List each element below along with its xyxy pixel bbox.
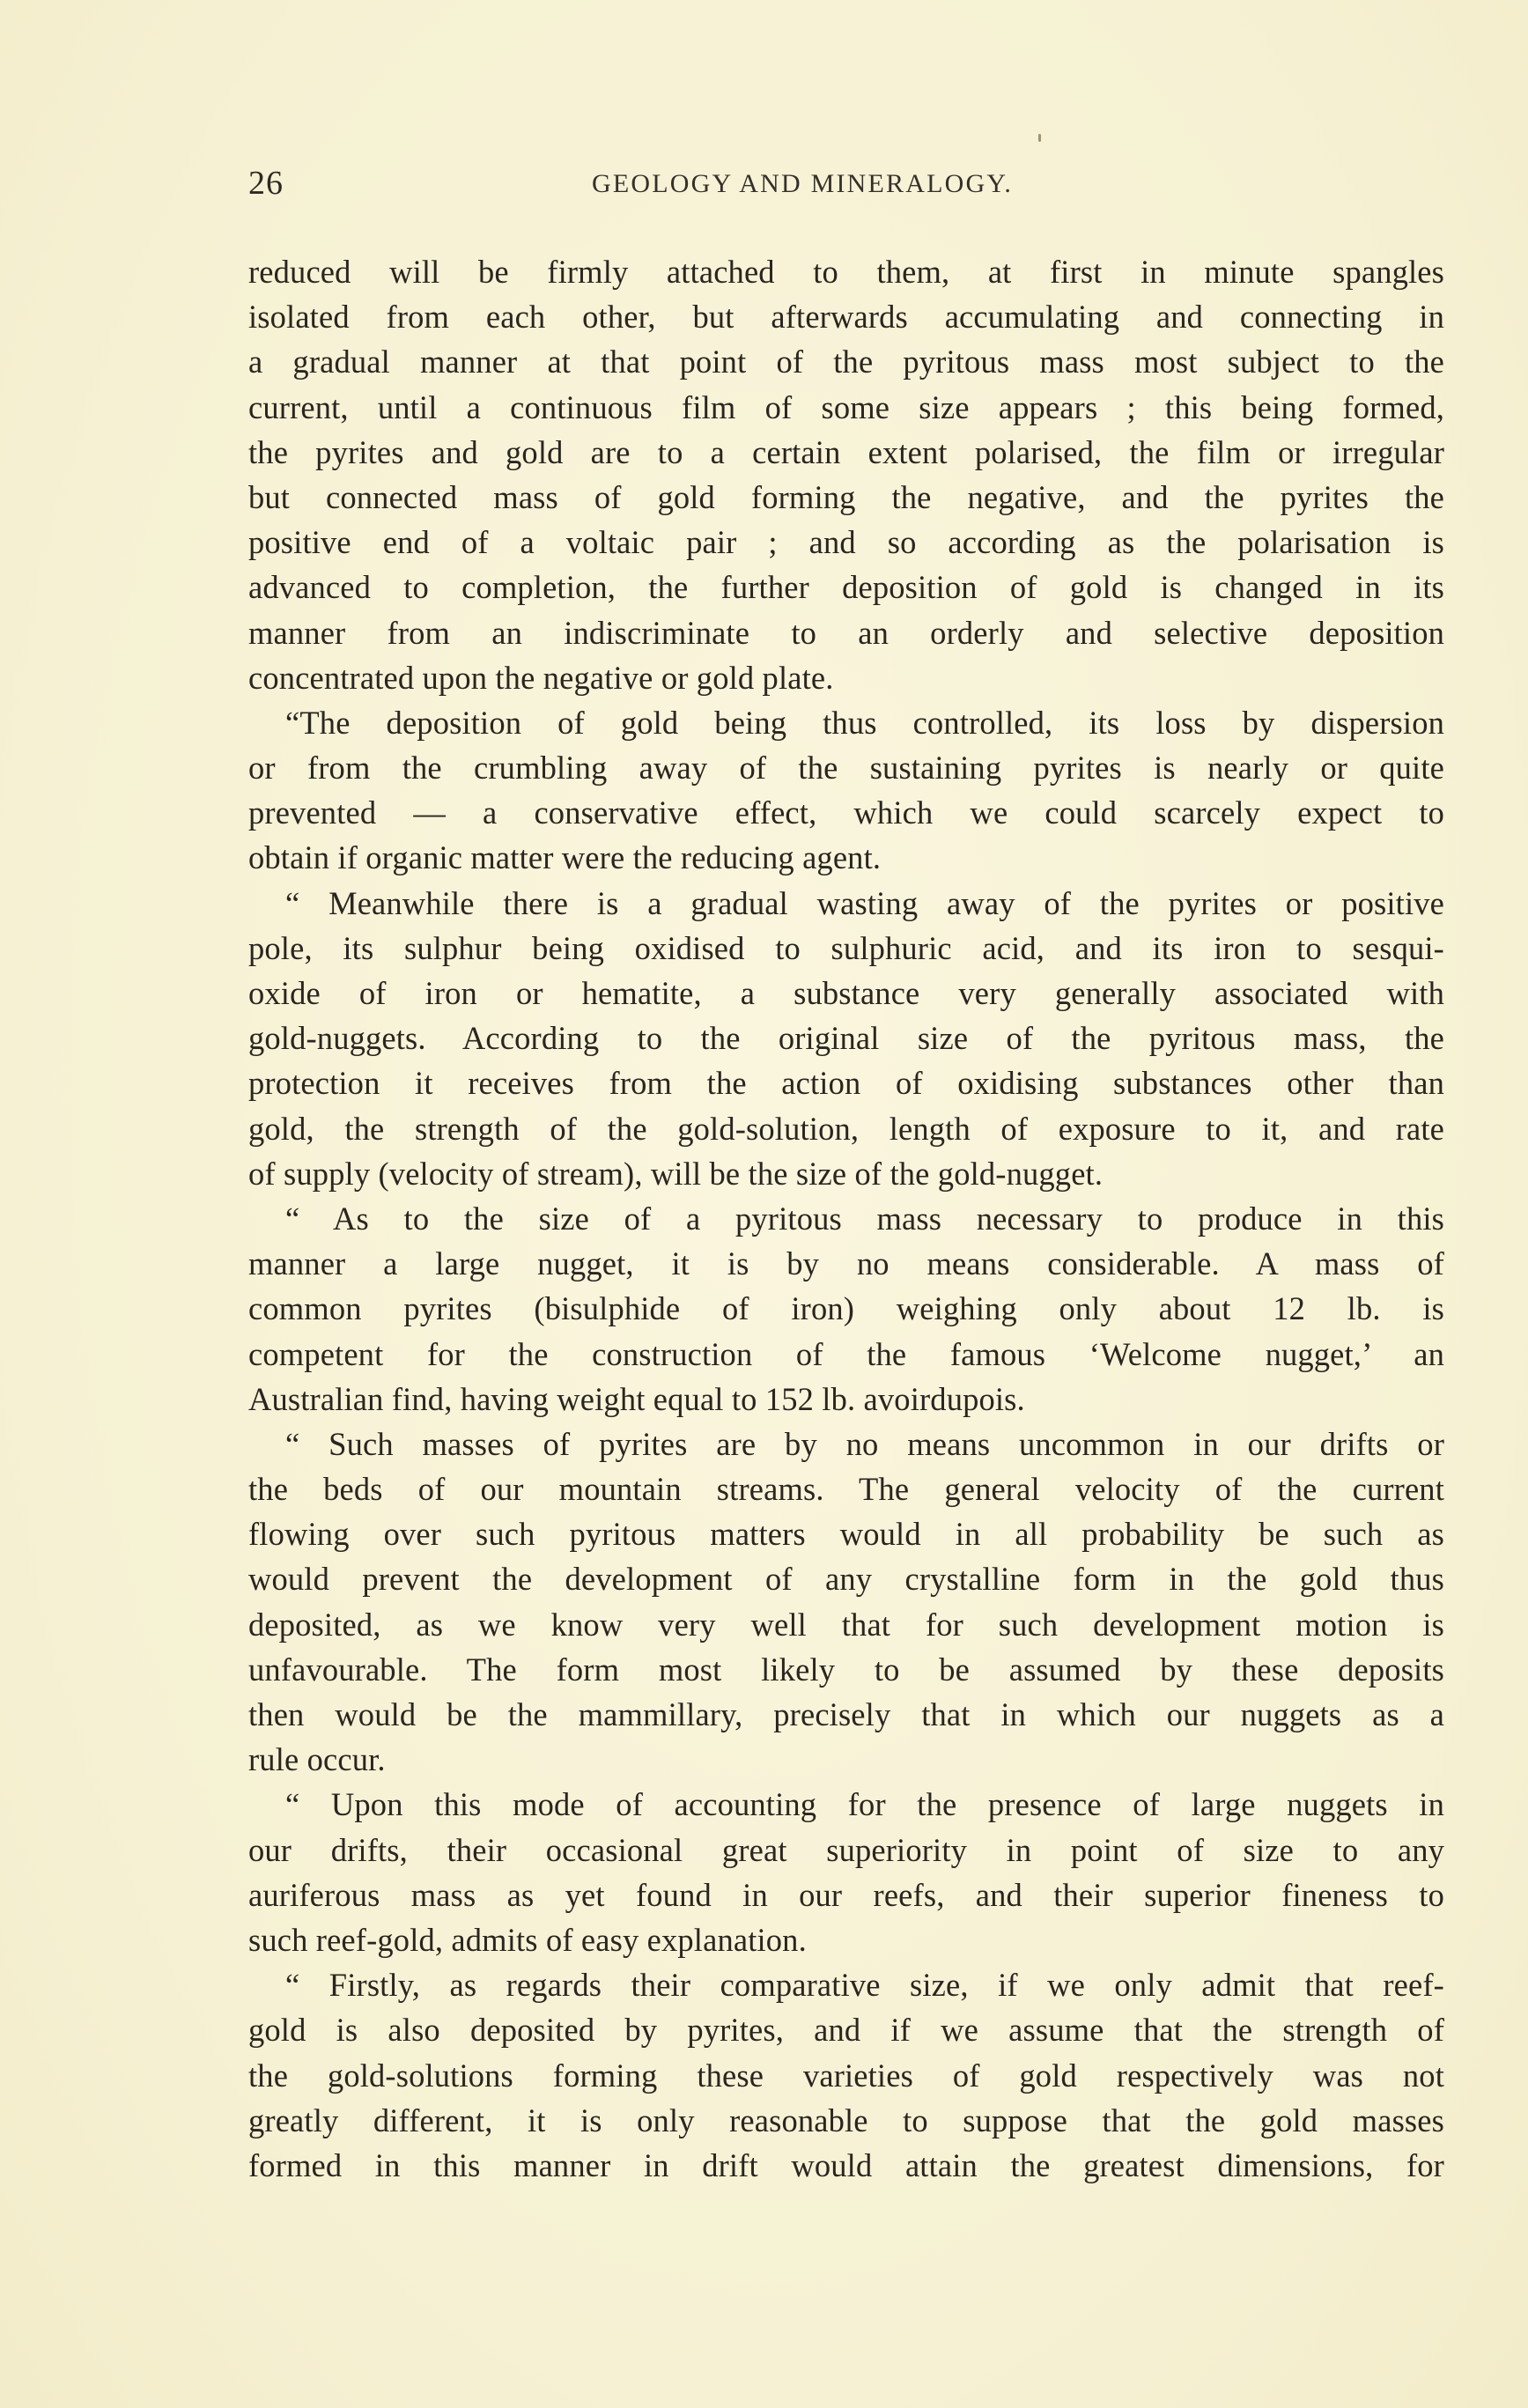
text-line: reduced will be firmly attached to them, at first in minute spangles bbox=[248, 254, 1444, 290]
text-line: the gold-solutions forming these varieties of gold respectively was not bbox=[248, 2057, 1444, 2094]
text-line: Australian find, having weight equal to 152 lb. avoirdupois. bbox=[248, 1380, 1025, 1417]
text-line: flowing over such pyritous matters would in all probability be such as bbox=[248, 1516, 1444, 1553]
running-head bbox=[248, 164, 1444, 206]
text-line: concentrated upon the negative or gold plate. bbox=[248, 659, 834, 696]
text-line: advanced to completion, the further deposition of gold is changed in its bbox=[248, 569, 1444, 606]
text-line: manner a large nugget, it is by no means considerable. A mass of bbox=[248, 1245, 1444, 1282]
paragraph-first-line: “ Upon this mode of accounting for the presence of large nuggets in bbox=[285, 1786, 1444, 1823]
text-line: positive end of a voltaic pair ; and so according as the polarisation is bbox=[248, 524, 1444, 561]
text-line: competent for the construction of the famous ‘Welcome nugget,’ an bbox=[248, 1335, 1444, 1372]
text-line: prevented — a conservative effect, which we could scarcely expect to bbox=[248, 794, 1444, 831]
text-line: manner from an indiscriminate to an orderly and selective deposition bbox=[248, 614, 1444, 651]
text-line: formed in this manner in drift would attain the greatest dimensions, for bbox=[248, 2146, 1444, 2183]
text-line: such reef-gold, admits of easy explanation. bbox=[248, 1921, 807, 1958]
text-line: protection it receives from the action of oxidising substances other than bbox=[248, 1065, 1444, 1102]
paragraph-first-line: “The deposition of gold being thus controlled, its loss by dispersion bbox=[285, 704, 1444, 741]
text-line: obtain if organic matter were the reducing agent. bbox=[248, 839, 882, 876]
running-title: GEOLOGY AND MINERALOGY. bbox=[592, 169, 1014, 198]
body-text bbox=[248, 249, 1444, 2188]
paragraph-first-line: “ Meanwhile there is a gradual wasting away of the pyrites or positive bbox=[285, 884, 1444, 921]
text-line: deposited, as we know very well that for such development motion is bbox=[248, 1606, 1444, 1643]
text-line: current, until a continuous film of some size appears ; this being formed, bbox=[248, 388, 1444, 425]
text-line: gold-nuggets. According to the original size of the pyritous mass, the bbox=[248, 1020, 1444, 1057]
text-line: then would be the mammillary, precisely that in which our nuggets as a bbox=[248, 1696, 1444, 1732]
text-line: greatly different, it is only reasonable to suppose that the gold masses bbox=[248, 2101, 1444, 2138]
text-line: gold is also deposited by pyrites, and if we assume that the strength of bbox=[248, 2012, 1444, 2049]
paragraph-first-line: “ Firstly, as regards their comparative size, if we only admit that reef- bbox=[285, 1967, 1444, 2004]
text-line: common pyrites (bisulphide of iron) weighing only about 12 lb. is bbox=[248, 1290, 1444, 1327]
text-line: of supply (velocity of stream), will be the size of the gold-nugget. bbox=[248, 1155, 1104, 1192]
text-line: a gradual manner at that point of the pyritous mass most subject to the bbox=[248, 343, 1444, 380]
scan-speck bbox=[1038, 134, 1041, 142]
text-line: unfavourable. The form most likely to be assumed by these deposits bbox=[248, 1651, 1444, 1688]
text-line: would prevent the development of any crystalline form in the gold thus bbox=[248, 1561, 1444, 1598]
text-line: isolated from each other, but afterwards accumulating and connecting in bbox=[248, 299, 1444, 336]
text-line: rule occur. bbox=[248, 1741, 386, 1778]
text-line: pole, its sulphur being oxidised to sulphuric acid, and its iron to sesqui- bbox=[248, 929, 1444, 966]
paragraph-first-line: “ As to the size of a pyritous mass necessary to produce in this bbox=[285, 1200, 1444, 1237]
text-line: but connected mass of gold forming the negative, and the pyrites the bbox=[248, 478, 1444, 515]
text-line: oxide of iron or hematite, a substance very generally associated with bbox=[248, 975, 1444, 1011]
text-line: auriferous mass as yet found in our reefs, and their superior fineness to bbox=[248, 1876, 1444, 1913]
text-line: the pyrites and gold are to a certain extent polarised, the film or irregular bbox=[248, 433, 1444, 470]
page-number: 26 bbox=[248, 165, 284, 202]
paragraph-first-line: “ Such masses of pyrites are by no means uncommon in our drifts or bbox=[285, 1425, 1444, 1462]
text-line: or from the crumbling away of the sustaining pyrites is nearly or quite bbox=[248, 750, 1444, 787]
text-line: the beds of our mountain streams. The general velocity of the current bbox=[248, 1471, 1444, 1508]
text-line: gold, the strength of the gold-solution, length of exposure to it, and rate bbox=[248, 1110, 1444, 1147]
text-line: our drifts, their occasional great superiority in point of size to any bbox=[248, 1831, 1444, 1868]
